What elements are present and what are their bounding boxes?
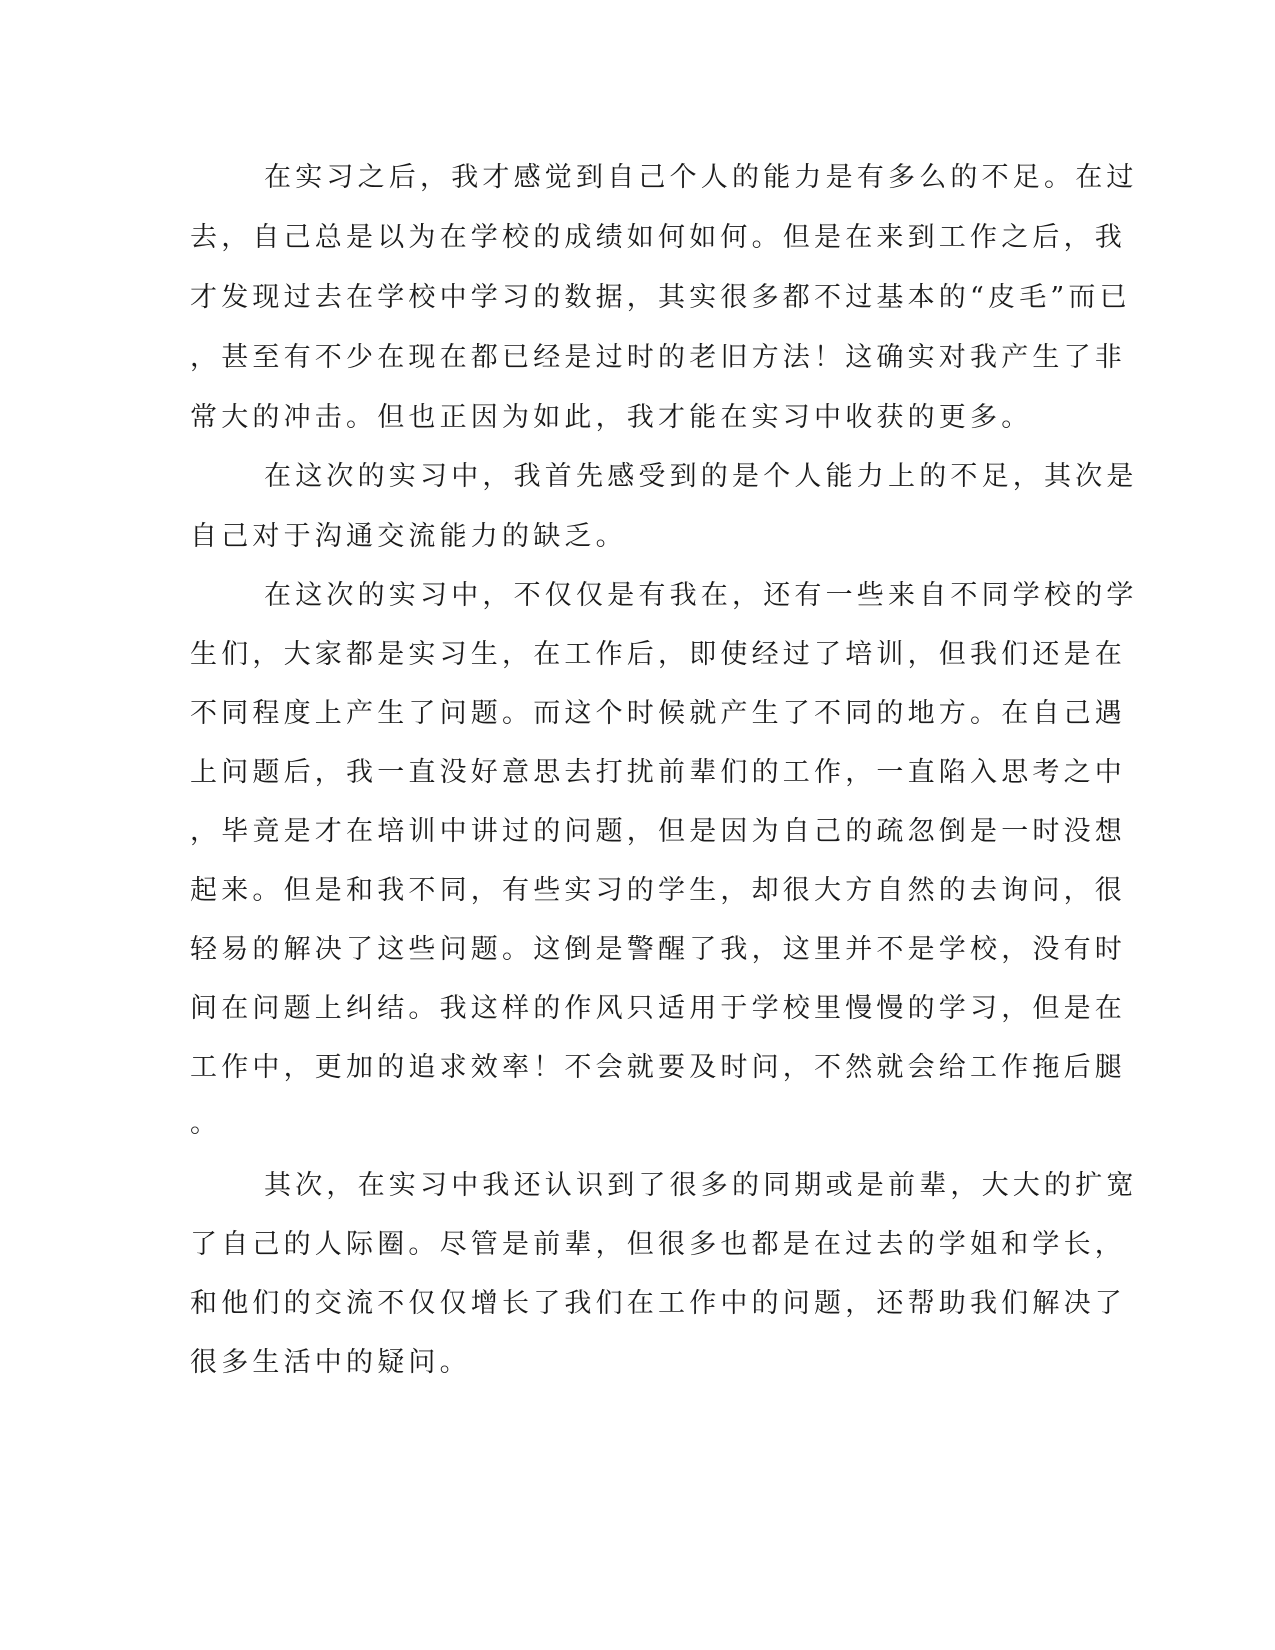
text-line: ，毕竟是才在培训中讲过的问题，但是因为自己的疏忽倒是一时没想 [190,816,1126,847]
text-line: 。 [190,1108,222,1139]
text-line: 去，自己总是以为在学校的成绩如何如何。但是在来到工作之后，我 [190,222,1126,253]
text-line: 了自己的人际圈。尽管是前辈，但很多也都是在过去的学姐和学长， [190,1229,1126,1260]
text-line: 其次，在实习中我还认识到了很多的同期或是前辈，大大的扩宽 [264,1170,1138,1201]
text-line: 在这次的实习中，不仅仅是有我在，还有一些来自不同学校的学 [264,580,1138,611]
text-line: 和他们的交流不仅仅增长了我们在工作中的问题，还帮助我们解决了 [190,1288,1126,1319]
text-line: 在实习之后，我才感觉到自己个人的能力是有多么的不足。在过 [264,162,1138,193]
text-line: 常大的冲击。但也正因为如此，我才能在实习中收获的更多。 [190,402,1033,433]
text-line: 工作中，更加的追求效率！不会就要及时问，不然就会给工作拖后腿 [190,1052,1126,1083]
text-line: 在这次的实习中，我首先感受到的是个人能力上的不足，其次是 [264,461,1138,492]
text-line: 起来。但是和我不同，有些实习的学生，却很大方自然的去询问，很 [190,875,1126,906]
text-line: 上问题后，我一直没好意思去打扰前辈们的工作，一直陷入思考之中 [190,757,1126,788]
text-line: 很多生活中的疑问。 [190,1347,471,1378]
text-line: 轻易的解决了这些问题。这倒是警醒了我，这里并不是学校，没有时 [190,934,1126,965]
text-line: ，甚至有不少在现在都已经是过时的老旧方法！这确实对我产生了非 [190,342,1126,373]
text-line: 不同程度上产生了问题。而这个时候就产生了不同的地方。在自己遇 [190,698,1126,729]
text-line: 间在问题上纠结。我这样的作风只适用于学校里慢慢的学习，但是在 [190,993,1126,1024]
text-line: 自己对于沟通交流能力的缺乏。 [190,521,627,552]
text-line: 才发现过去在学校中学习的数据，其实很多都不过基本的“皮毛”而已 [190,282,1131,313]
text-line: 生们，大家都是实习生，在工作后，即使经过了培训，但我们还是在 [190,639,1126,670]
